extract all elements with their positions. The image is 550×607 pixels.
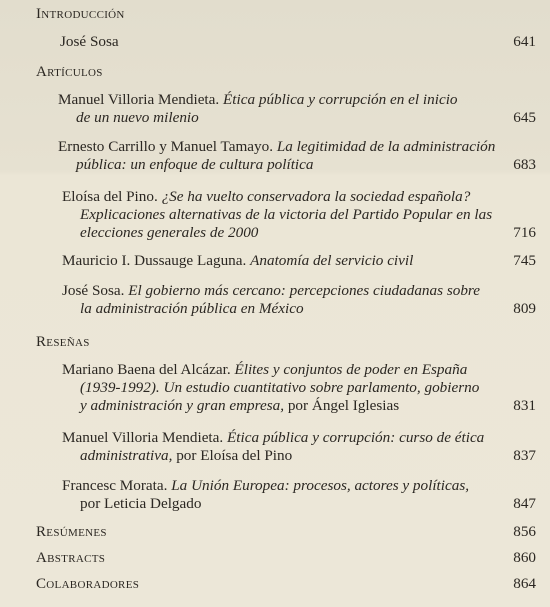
toc-entry-title-continued: (1939-1992). Un estudio cuantitativo sobre parlamento, gobierno	[80, 379, 480, 396]
toc-entry-author: Manuel Villoria Mendieta.	[58, 91, 220, 108]
toc-entry	[62, 361, 467, 379]
toc-entry-page: 831	[513, 397, 536, 414]
toc-entry-reviewer: por Ángel Iglesias	[284, 397, 400, 414]
toc-entry-title-continued: pública: un enfoque de cultura política	[76, 156, 314, 173]
toc-entry-author: Manuel Villoria Mendieta.	[62, 429, 224, 446]
toc-entry-author: Eloísa del Pino.	[62, 188, 158, 205]
toc-entry-title-continued: Explicaciones alternativas de la victoria del Partido Popular en las	[80, 206, 493, 223]
toc-entry-title-continued: elecciones generales de 2000	[80, 224, 259, 241]
section-heading-articulos: Artículos	[36, 64, 103, 80]
toc-entry	[62, 429, 484, 447]
toc-entry	[62, 252, 413, 270]
toc-entry-page: 683	[513, 156, 536, 173]
toc-entry	[62, 477, 469, 495]
toc-entry	[62, 188, 470, 206]
toc-entry-page: 716	[513, 224, 536, 241]
toc-entry-author: Mauricio I. Dussauge Laguna.	[62, 252, 247, 269]
toc-entry-title: La Unión Europea: procesos, actores y políticas,	[171, 477, 470, 494]
toc-entry	[58, 91, 458, 109]
toc-entry-title: y administración y gran empresa,	[80, 397, 285, 414]
toc-entry-title: Élites y conjuntos de poder en España	[234, 361, 468, 378]
toc-entry-author: Mariano Baena del Alcázar.	[62, 361, 231, 378]
toc-entry-reviewer: por Leticia Delgado	[80, 495, 202, 512]
toc-entry-title: La legitimidad de la administración	[276, 138, 496, 155]
toc-entry-page: 864	[513, 575, 536, 592]
toc-entry-author: Ernesto Carrillo y Manuel Tamayo.	[58, 138, 274, 155]
section-heading-introduccion: Introducción	[36, 6, 125, 22]
section-heading-abstracts: Abstracts	[36, 550, 106, 566]
toc-entry-page: 645	[513, 109, 536, 126]
toc-entry-page: 809	[513, 300, 536, 317]
toc-entry-title-continued: de un nuevo milenio	[76, 109, 199, 126]
toc-entry-title: El gobierno más cercano: percepciones ciudadanas sobre	[128, 282, 481, 299]
toc-entry-page: 856	[513, 523, 536, 540]
section-heading-colaboradores: Colaboradores	[36, 576, 140, 592]
toc-entry-title-continued	[80, 447, 292, 465]
toc-entry-title: Ética pública y corrupción en el inicio	[223, 91, 458, 108]
toc-entry-page: 641	[513, 33, 536, 50]
toc-entry-author: Francesc Morata.	[62, 477, 168, 494]
toc-entry	[58, 138, 495, 156]
toc-entry-title: ¿Se ha vuelto conservadora la sociedad española?	[161, 188, 471, 205]
toc-entry	[62, 282, 480, 300]
toc-entry-title-continued	[80, 397, 399, 415]
toc-entry-page: 860	[513, 549, 536, 566]
toc-entry-author: José Sosa	[60, 33, 119, 50]
section-heading-resenas: Reseñas	[36, 334, 90, 350]
toc-entry-page: 837	[513, 447, 536, 464]
toc-entry-reviewer: por Eloísa del Pino	[172, 447, 293, 464]
section-heading-resumenes: Resúmenes	[36, 524, 107, 540]
toc-entry-title: Ética pública y corrupción: curso de ética	[227, 429, 485, 446]
toc-entry-title-continued: la administración pública en México	[80, 300, 304, 317]
toc-entry-page: 745	[513, 252, 536, 269]
toc-entry-page: 847	[513, 495, 536, 512]
toc-entry-author: José Sosa.	[62, 282, 125, 299]
toc-entry-title: administrativa,	[80, 447, 173, 464]
toc-entry-title: Anatomía del servicio civil	[250, 252, 414, 269]
